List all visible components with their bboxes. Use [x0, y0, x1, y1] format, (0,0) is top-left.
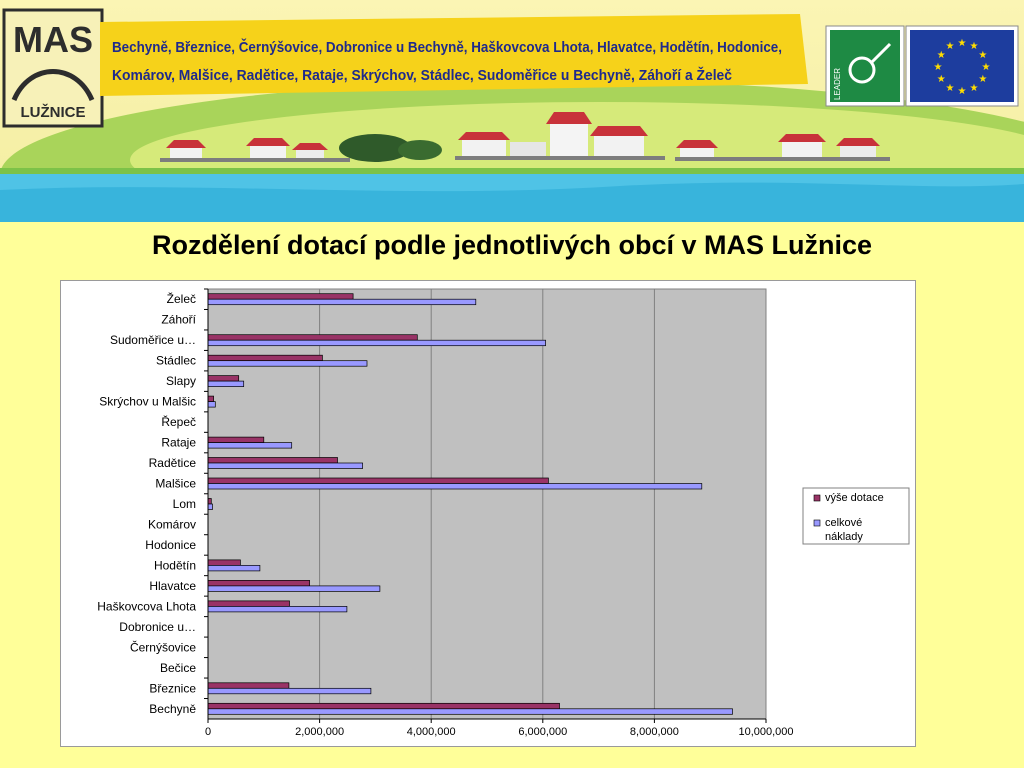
x-tick-label: 4,000,000: [406, 726, 456, 738]
leader-label: LEADER: [833, 67, 842, 100]
bar-vyse-dotace: [208, 560, 240, 566]
eu-star-icon: ★: [945, 41, 955, 53]
leader-logo: [826, 26, 904, 106]
eu-star-icon: ★: [981, 62, 991, 73]
bar-vyse-dotace: [208, 458, 338, 464]
category-label: Bečice: [159, 660, 196, 675]
bar-celkove-naklady: [208, 709, 733, 715]
legend: [803, 488, 909, 544]
bar-celkove-naklady: [208, 361, 367, 367]
chart-area: [60, 280, 916, 747]
logo-text-bottom: LUŽNICE: [20, 104, 86, 121]
eu-star-icon: ★: [936, 50, 946, 61]
legend-label-dotace: výše dotace: [825, 492, 884, 504]
bar-celkove-naklady: [208, 484, 702, 490]
logo-text-top: MAS: [13, 19, 93, 60]
bar-vyse-dotace: [208, 683, 289, 689]
category-label: Dobronice u…: [119, 619, 196, 634]
eu-star-icon: ★: [969, 41, 979, 53]
bar-vyse-dotace: [208, 478, 548, 484]
x-tick-label: 6,000,000: [518, 726, 568, 738]
category-label: Hlavatce: [149, 578, 196, 593]
category-labels: [97, 289, 208, 716]
bar-celkove-naklady: [208, 463, 363, 469]
banner-illustration: [0, 0, 1024, 222]
bar-celkove-naklady: [208, 340, 546, 346]
bar-celkove-naklady: [208, 688, 371, 694]
slide-title: Rozdělení dotací podle jednotlivých obcí v MAS Lužnice: [151, 230, 873, 260]
bar-vyse-dotace: [208, 580, 310, 586]
bar-celkove-naklady: [208, 586, 380, 592]
plot-background: [208, 289, 766, 719]
category-label: Hodonice: [145, 537, 196, 552]
bar-celkove-naklady: [208, 299, 476, 305]
eu-star-icon: ★: [933, 62, 943, 73]
category-label: Skrýchov u Malšic: [99, 394, 196, 409]
category-label: Slapy: [165, 374, 196, 389]
category-label: Sudoměřice u…: [109, 333, 196, 348]
bar-celkove-naklady: [208, 443, 292, 449]
bar-celkove-naklady: [208, 504, 213, 510]
eu-star-icon: ★: [978, 50, 988, 61]
eu-star-icon: ★: [978, 74, 988, 85]
bar-celkove-naklady: [208, 402, 215, 408]
category-label: Hodětín: [153, 558, 196, 573]
mas-luznice-logo: [4, 10, 102, 126]
x-tick-label: 2,000,000: [295, 726, 345, 738]
bar-chart: [61, 281, 915, 746]
x-tick-label: 8,000,000: [629, 726, 679, 738]
legend-label-naklady-2: náklady: [825, 531, 863, 543]
river-bank: [0, 168, 1024, 174]
eu-star-icon: ★: [936, 74, 946, 85]
bar-vyse-dotace: [208, 335, 417, 341]
eu-star-icon: ★: [957, 86, 967, 97]
eu-star-icon: ★: [945, 82, 955, 94]
eu-star-icon: ★: [957, 38, 967, 49]
category-label: Radětice: [148, 456, 196, 471]
legend-swatch-dotace: [814, 495, 820, 501]
towns-line-1: Bechyně, Březnice, Černýšovice, Dobronice u Bechyně, Haškovcova Lhota, Hlavatce, Hodětín, Hodonice,: [112, 39, 862, 56]
category-label: Záhoří: [161, 312, 196, 327]
category-label: Stádlec: [155, 353, 196, 368]
category-label: Želeč: [166, 292, 196, 307]
bar-vyse-dotace: [208, 601, 290, 607]
category-label: Lom: [172, 497, 196, 511]
category-label: Komárov: [147, 517, 196, 532]
bar-celkove-naklady: [208, 606, 347, 612]
towns-line-2: Komárov, Malšice, Radětice, Rataje, Skrýchov, Stádlec, Sudoměřice u Bechyně, Záhoří a Želeč: [112, 67, 783, 84]
bar-vyse-dotace: [208, 355, 322, 361]
bar-vyse-dotace: [208, 437, 264, 443]
legend-label-naklady-1: celkové: [825, 517, 863, 529]
legend-swatch-naklady: [814, 520, 820, 526]
eu-star-icon: ★: [969, 82, 979, 94]
eu-flag: [906, 26, 1018, 106]
x-tick-label: 10,000,000: [738, 726, 794, 738]
category-label: Černýšovice: [129, 640, 196, 655]
bar-vyse-dotace: [208, 376, 239, 382]
x-tick-label: 0: [204, 726, 212, 738]
category-label: Bechyně: [149, 701, 196, 716]
bar-vyse-dotace: [208, 294, 353, 300]
x-axis-ticks: [205, 719, 794, 738]
header-banner: [0, 0, 1024, 222]
bar-vyse-dotace: [208, 703, 560, 709]
category-label: Rataje: [161, 435, 196, 450]
category-label: Březnice: [149, 681, 196, 696]
bar-vyse-dotace: [208, 396, 214, 402]
bar-celkove-naklady: [208, 565, 260, 571]
category-label: Malšice: [155, 476, 196, 491]
bar-celkove-naklady: [208, 381, 244, 387]
category-label: Řepeč: [161, 415, 196, 430]
category-label: Haškovcova Lhota: [97, 599, 196, 614]
